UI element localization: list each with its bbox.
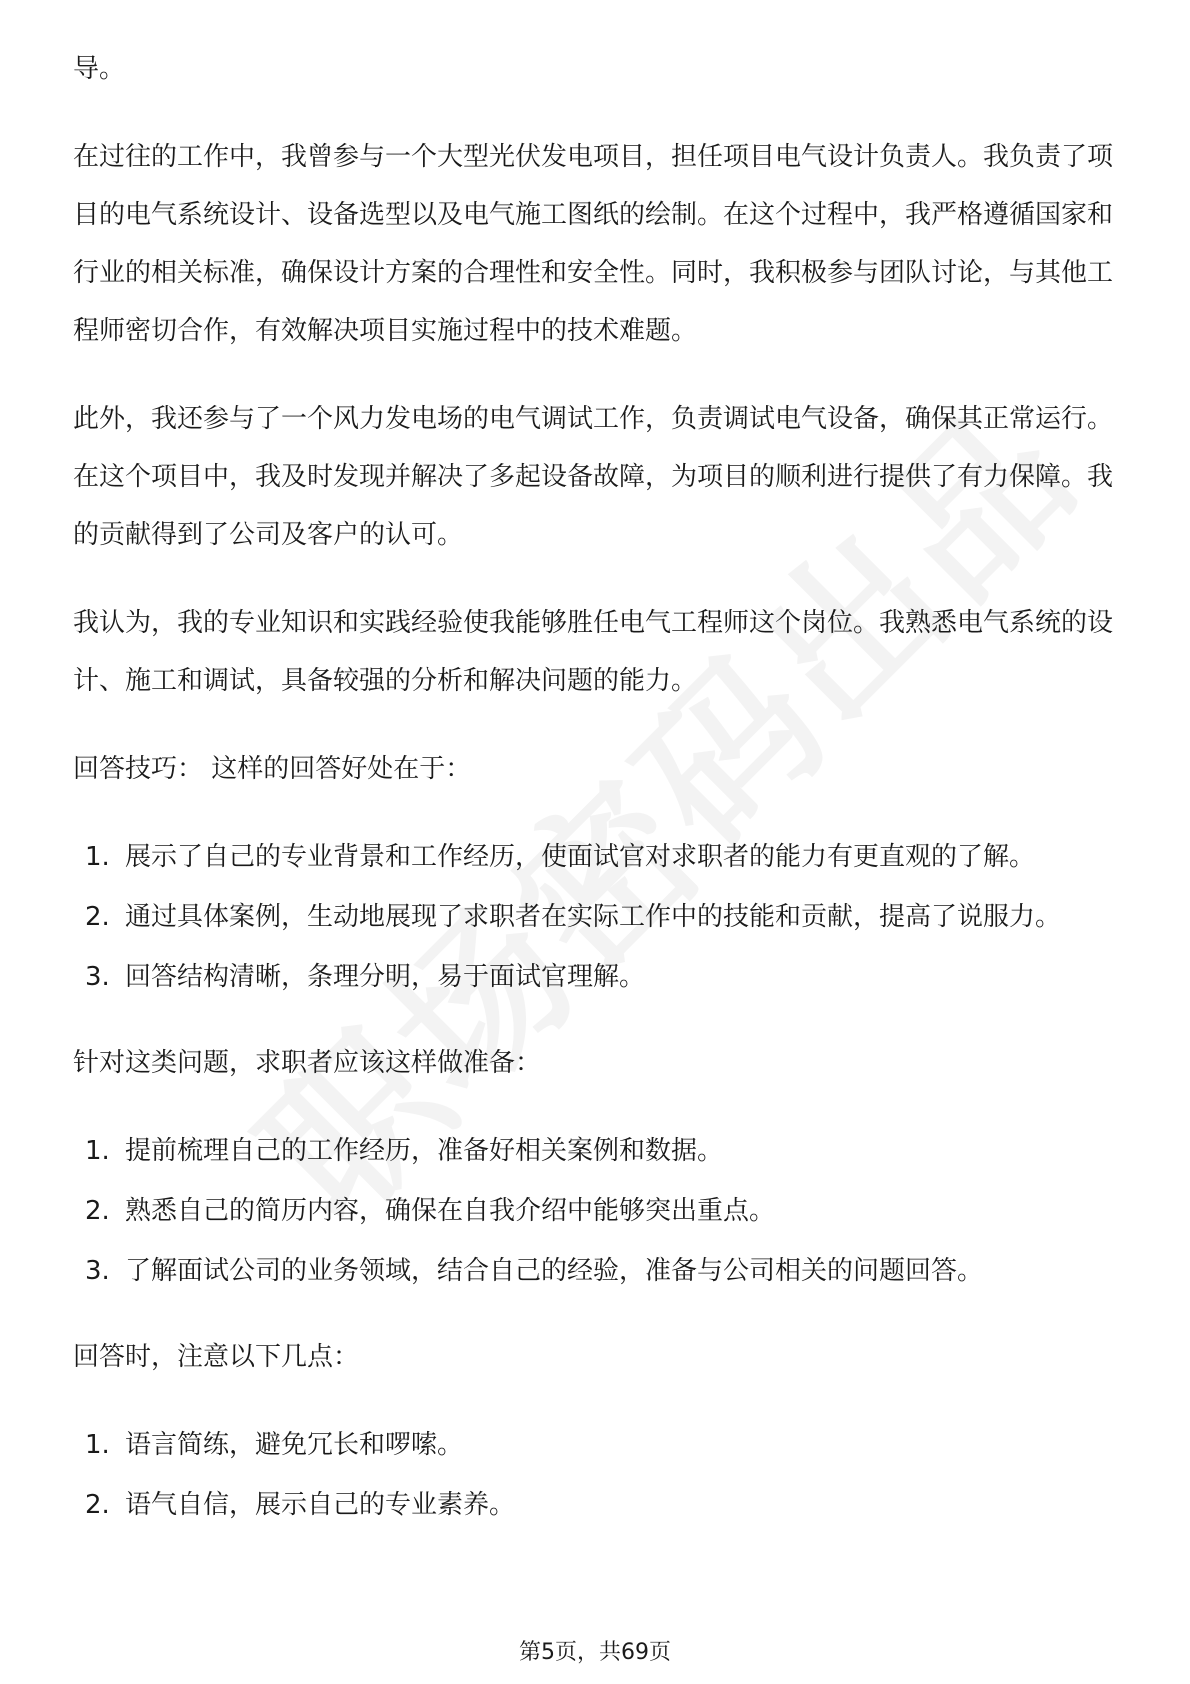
list-number: 2. [85,1490,110,1520]
tips-list [73,828,1118,1006]
list-item [73,948,1118,1006]
list-item [73,1122,1118,1180]
list-number: 3. [85,962,110,992]
paragraph-conclusion: 我认为，我的专业知识和实践经验使我能够胜任电气工程师这个岗位。我熟悉电气系统的设计、施工和调试，具备较强的分析和解决问题的能力。 [73,608,1114,696]
list-number: 1. [85,842,110,872]
list-item-text: 展示了自己的专业背景和工作经历，使面试官对求职者的能力有更直观的了解。 [125,842,1036,872]
prep-list [73,1122,1118,1300]
paragraph-solar-project: 在过往的工作中，我曾参与一个大型光伏发电项目，担任项目电气设计负责人。我负责了项目的电气系统设计、设备选型以及电气施工图纸的绘制。在这个过程中，我严格遵循国家和行业的相关标准，确保设计方案的合理性和安全性。同时，我积极参与团队讨论，与其他工程师密切合作，有效解决项目实施过程中的技术难题。 [73,142,1114,346]
list-item-text: 了解面试公司的业务领域，结合自己的经验，准备与公司相关的问题回答。 [125,1256,984,1286]
tips-heading: 回答技巧： 这样的回答好处在于： [73,754,472,784]
document-body [73,40,1118,1562]
list-item [73,1416,1118,1474]
list-item [73,1476,1118,1534]
list-number: 2. [85,902,110,932]
list-item [73,1182,1118,1240]
paragraph-continuation: 导。 [73,54,126,84]
list-number: 2. [85,1196,110,1226]
list-item-text: 熟悉自己的简历内容，确保在自我介绍中能够突出重点。 [125,1196,776,1226]
list-number: 1. [85,1136,110,1166]
list-number: 3. [85,1256,110,1286]
list-item-text: 提前梳理自己的工作经历，准备好相关案例和数据。 [125,1136,724,1166]
paragraph-wind-project: 此外，我还参与了一个风力发电场的电气调试工作，负责调试电气设备，确保其正常运行。在这个项目中，我及时发现并解决了多起设备故障，为项目的顺利进行提供了有力保障。我的贡献得到了公司及客户的认可。 [73,404,1114,550]
list-item-text: 通过具体案例，生动地展现了求职者在实际工作中的技能和贡献，提高了说服力。 [125,902,1062,932]
page-number: 第5页，共69页 [519,1640,671,1665]
list-item-text: 语气自信，展示自己的专业素养。 [125,1490,516,1520]
prep-heading: 针对这类问题，求职者应该这样做准备： [73,1048,542,1078]
list-item-text: 语言简练，避免冗长和啰嗦。 [125,1430,464,1460]
list-item-text: 回答结构清晰，条理分明，易于面试官理解。 [125,962,646,992]
notes-list [73,1416,1118,1534]
list-number: 1. [85,1430,110,1460]
list-item [73,888,1118,946]
notes-heading: 回答时，注意以下几点： [73,1342,360,1372]
list-item [73,1242,1118,1300]
list-item [73,828,1118,886]
